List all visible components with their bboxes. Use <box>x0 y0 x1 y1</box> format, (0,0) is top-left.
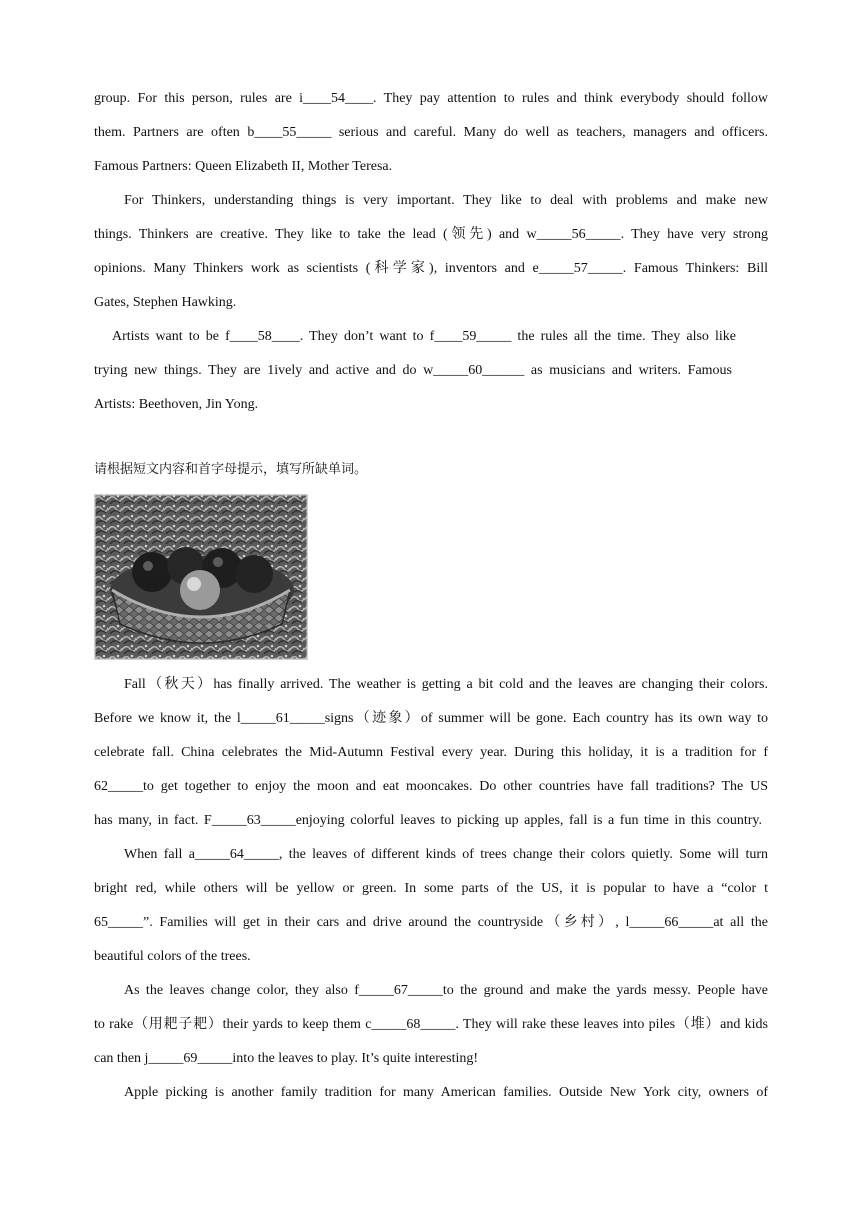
passage1-line-7: Gates, Stephen Hawking. <box>94 295 237 310</box>
passage1-line-2: them. Partners are often b____55_____ serious and careful. Many do well as teachers, managers and officers. <box>94 125 768 140</box>
passage2-line-2: Before we know it, the l_____61_____signs（迹象）of summer will be gone. Each country has its own way to <box>94 711 768 726</box>
passage2-line-7: bright red, while others will be yellow or green. In some parts of the US, it is popular to have a “color t <box>94 881 768 896</box>
passage2-line-5: has many, in fact. F_____63_____enjoying colorful leaves to picking up apples, fall is a fun time in this country. <box>94 813 762 828</box>
passage1-line-9: trying new things. They are 1ively and active and do w_____60______ as musicians and writers. Famous <box>94 363 732 378</box>
passage1-line-1: group. For this person, rules are i____54____. They pay attention to rules and think everybody should follow <box>94 91 768 106</box>
instruction-text: 请根据短文内容和首字母提示，填写所缺单词。 <box>94 462 368 477</box>
passage2-line-4: 62_____to get together to enjoy the moon and eat mooncakes. Do other countries have fall traditions? The US <box>94 779 768 794</box>
passage1-line-3: Famous Partners: Queen Elizabeth II, Mother Teresa. <box>94 159 393 174</box>
passage1-line-5: things. Thinkers are creative. They like to take the lead (领先) and w_____56_____. They have very strong <box>94 227 768 242</box>
passage2-line-10: As the leaves change color, they also f_____67_____to the ground and make the yards messy. People have <box>124 983 768 998</box>
passage2-line-9: beautiful colors of the trees. <box>94 949 251 964</box>
photo-basket-of-chestnuts-icon <box>94 494 308 660</box>
passage1-line-6: opinions. Many Thinkers work as scientists (科学家), inventors and e_____57_____. Famous Thinkers: Bill <box>94 261 768 276</box>
passage2-line-12: can then j_____69_____into the leaves to play. It’s quite interesting! <box>94 1051 479 1066</box>
passage2-line-13: Apple picking is another family tradition for many American families. Outside New York city, owners of <box>124 1085 768 1100</box>
passage1-line-10: Artists: Beethoven, Jin Yong. <box>94 397 259 412</box>
passage2-line-6: When fall a_____64_____, the leaves of different kinds of trees change their colors quietly. Some will turn <box>124 847 768 862</box>
passage2-line-1: Fall（秋天）has finally arrived. The weather is getting a bit cold and the leaves are changing their colors. <box>124 677 768 692</box>
passage2-line-3: celebrate fall. China celebrates the Mid-Autumn Festival every year. During this holiday, it is a tradition for f <box>94 745 768 760</box>
passage2-line-8: 65_____”. Families will get in their cars and drive around the countryside（乡村）, l_____66_____at all the <box>94 915 768 930</box>
passage1-line-4: For Thinkers, understanding things is very important. They like to deal with problems and make new <box>124 193 768 208</box>
passage1-line-8: Artists want to be f____58____. They don’t want to f____59_____ the rules all the time. They also like <box>112 329 736 344</box>
passage2-line-11: to rake（用耙子耙）their yards to keep them c_____68_____. They will rake these leaves into piles（堆）and kids <box>94 1017 768 1032</box>
